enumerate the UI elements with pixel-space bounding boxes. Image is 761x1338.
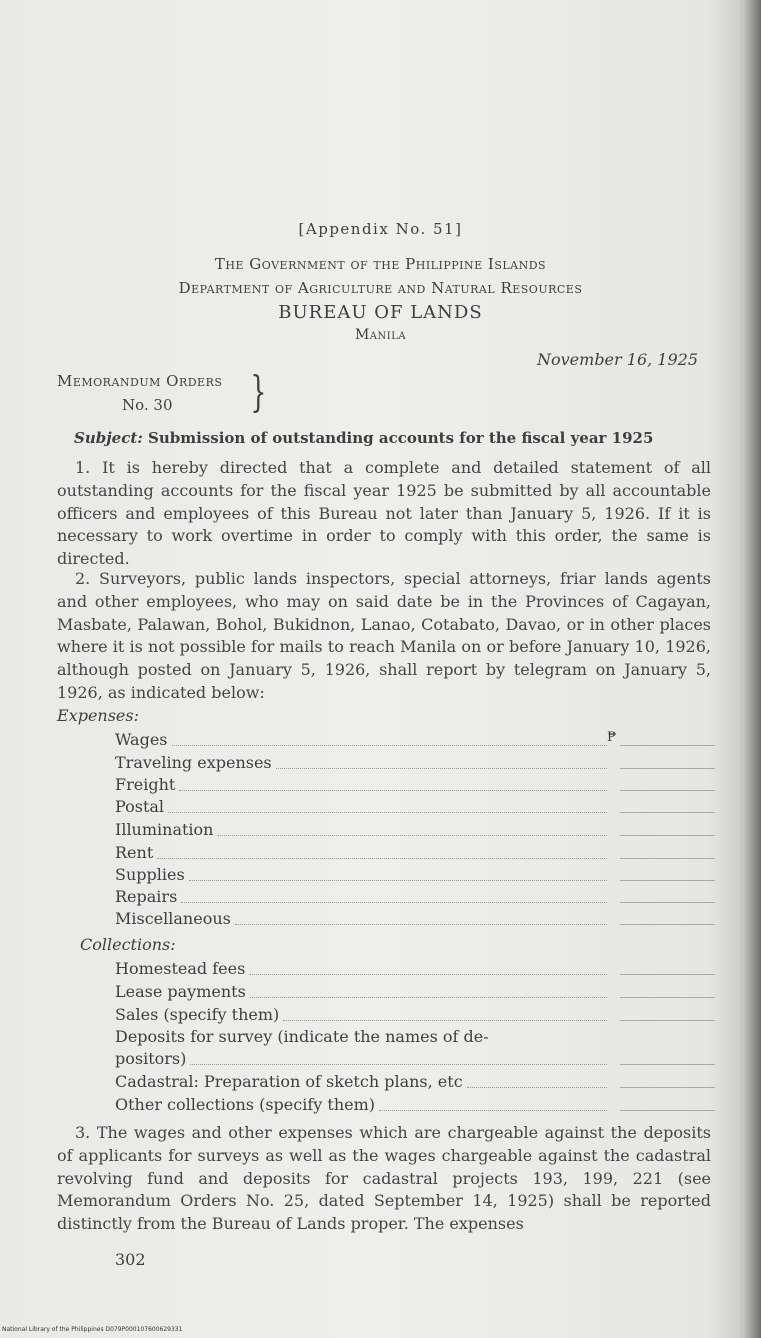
collections-row: [115, 982, 715, 1004]
leader-dots: [189, 880, 607, 881]
collections-row: [115, 959, 715, 981]
expenses-row: [115, 909, 715, 931]
expenses-row: [115, 797, 715, 819]
government-header: The Government of the Philippine Islands: [214, 255, 547, 273]
collections-row: [115, 1027, 715, 1049]
expenses-item-label: Supplies: [115, 865, 185, 884]
expenses-item-label: Rent: [115, 843, 154, 862]
expenses-item-label: Repairs: [115, 887, 178, 906]
expenses-item-label: Illumination: [115, 820, 214, 839]
amount-blank: [620, 1110, 715, 1111]
leader-dots: [235, 924, 607, 925]
collections-item-label: Lease payments: [115, 982, 246, 1001]
bureau-header: BUREAU OF LANDS: [278, 302, 483, 323]
expenses-item-label: Traveling expenses: [115, 753, 272, 772]
leader-dots: [379, 1110, 607, 1111]
leader-dots: [179, 790, 607, 791]
paragraph-3: 3. The wages and other expenses which are chargeable against the deposits of applicants for surveys as well as the wages chargeable against the cadastral revolving fund and deposits for cadastral projects 193, 199, 221 (see Memorandum Orders No. 25, dated September 14, 1925) shall be reported distinctly from the Bureau of Lands proper. The expenses: [57, 1123, 711, 1234]
expenses-heading: Expenses:: [57, 706, 139, 725]
amount-blank: [620, 1087, 715, 1088]
subject-text: Submission of outstanding accounts for the fiscal year 1925: [148, 429, 654, 447]
footer-credit: National Library of the Philippines D079P000107600629331: [2, 1326, 183, 1333]
amount-blank: [620, 858, 715, 859]
expenses-row: [115, 753, 715, 775]
collections-item-label: positors): [115, 1049, 187, 1068]
leader-dots: [190, 1064, 607, 1065]
leader-dots: [276, 768, 607, 769]
amount-blank: [620, 880, 715, 881]
collections-row: [115, 1049, 715, 1071]
amount-blank: [620, 974, 715, 975]
amount-blank: [620, 745, 715, 746]
expenses-item-label: Wages: [115, 730, 168, 749]
page-number: 302: [115, 1250, 146, 1269]
subject-label: Subject:: [74, 429, 143, 447]
collections-item-label: Sales (specify them): [115, 1005, 280, 1024]
currency-symbol: ₱: [607, 730, 617, 745]
amount-blank: [620, 1020, 715, 1021]
amount-blank: [620, 924, 715, 925]
amount-blank: [620, 1064, 715, 1065]
department-header: Department of Agriculture and Natural Resources: [178, 279, 583, 297]
collections-heading: Collections:: [80, 935, 176, 954]
subject-line: [74, 429, 653, 447]
leader-dots: [467, 1087, 607, 1088]
memo-orders-number: No. 30: [122, 396, 173, 414]
page-edge-shadow: [743, 0, 761, 1338]
leader-dots: [172, 745, 607, 746]
city-header: Manila: [354, 327, 407, 343]
amount-blank: [620, 902, 715, 903]
expenses-row: [115, 887, 715, 909]
collections-item-label: Homestead fees: [115, 959, 246, 978]
collections-item-label: Cadastral: Preparation of sketch plans, etc: [115, 1072, 463, 1091]
memo-date: November 16, 1925: [537, 350, 699, 369]
leader-dots: [217, 835, 607, 836]
expenses-item-label: Postal: [115, 797, 165, 816]
expenses-item-label: Miscellaneous: [115, 909, 231, 928]
memo-brace: }: [250, 367, 267, 416]
paragraph-2: 2. Surveyors, public lands inspectors, special attorneys, friar lands agents and other employees, who may on said date be in the Provinces of Cagayan, Masbate, Palawan, Bohol, Bukidnon, Lanao, Cotabato, Davao, or in other places where it is not possible for mails to reach Manila on or before January 10, 1926, although posted on January 5, 1926, shall report by telegram on January 5, 1926, as indicated below:: [57, 569, 711, 702]
expenses-row: [115, 775, 715, 797]
leader-dots: [168, 812, 607, 813]
collections-row: [115, 1005, 715, 1027]
appendix-label: [Appendix No. 51]: [298, 220, 463, 238]
collections-item-label: Deposits for survey (indicate the names of de-: [115, 1027, 489, 1046]
amount-blank: [620, 997, 715, 998]
collections-row: [115, 1072, 715, 1094]
leader-dots: [181, 902, 607, 903]
memo-orders-label: Memorandum Orders: [57, 372, 223, 390]
expenses-row: [115, 730, 715, 752]
collections-item-label: Other collections (specify them): [115, 1095, 375, 1114]
amount-blank: [620, 835, 715, 836]
leader-dots: [249, 974, 607, 975]
collections-row: [115, 1095, 715, 1117]
paragraph-1: 1. It is hereby directed that a complete and detailed statement of all outstanding accounts for the fiscal year 1925 be submitted by all accountable officers and employees of this Bureau not later than January 5, 1926. If it is necessary to work overtime in order to comply with this order, the same is directed.: [57, 458, 711, 569]
leader-dots: [157, 858, 607, 859]
amount-blank: [620, 768, 715, 769]
expenses-item-label: Freight: [115, 775, 176, 794]
expenses-row: [115, 843, 715, 865]
expenses-row: [115, 865, 715, 887]
expenses-row: [115, 820, 715, 842]
leader-dots: [250, 997, 607, 998]
leader-dots: [283, 1020, 607, 1021]
amount-blank: [620, 812, 715, 813]
amount-blank: [620, 790, 715, 791]
